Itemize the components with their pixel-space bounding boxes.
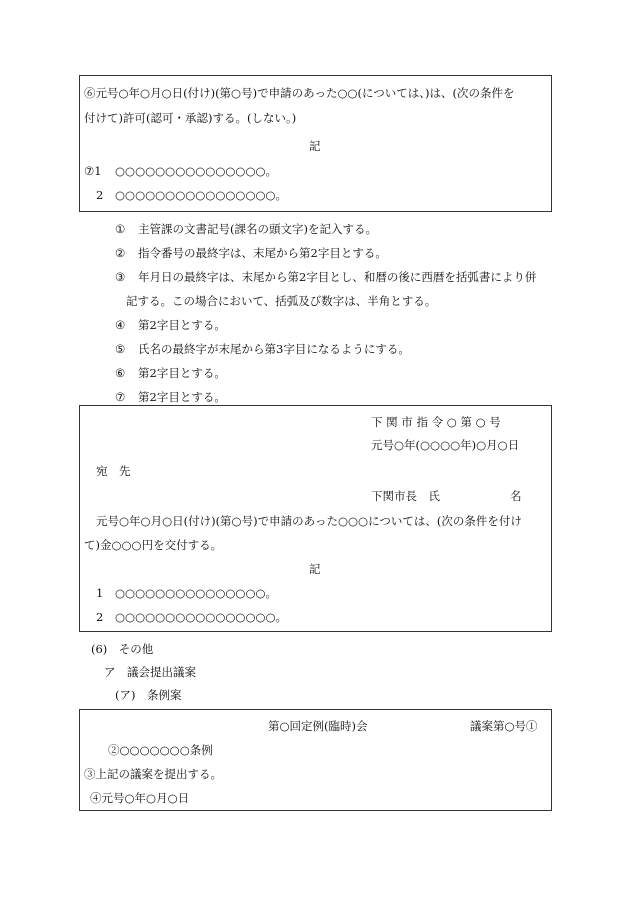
grant-item-1-num: 1: [96, 586, 104, 600]
note-marker-3: ③: [115, 270, 126, 284]
grant-item-1-text: ○○○○○○○○○○○○○○○。: [115, 586, 278, 600]
section-subheading: ア 議会提出議案: [104, 665, 196, 679]
note-marker-7: ⑦: [115, 390, 126, 404]
grant-body-2: て)金○○○円を交付する。: [84, 538, 223, 552]
notice-item-1-marker: ⑦1: [84, 164, 102, 178]
note-text-6: 第2字目とする。: [138, 366, 226, 380]
section-heading: (6) その他: [91, 642, 154, 656]
grant-ref-number: 下 関 市 指 令 ○ 第 ○ 号: [371, 415, 501, 429]
grant-ki: 記: [309, 562, 321, 576]
notice-item-2-num: 2: [96, 188, 104, 202]
note-marker-2: ②: [115, 246, 126, 260]
grant-body-1: 元号○年○月○日(付け)(第○号)で申請のあった○○○については、(次の条件を付け: [96, 514, 522, 528]
notice-item-1-text: ○○○○○○○○○○○○○○○。: [115, 164, 278, 178]
notice-line-1: ⑥元号○年○月○日(付け)(第○号)で申請のあった○○(については、)は、(次の条件を: [84, 86, 515, 100]
note-text-4: 第2字目とする。: [138, 318, 226, 332]
note-marker-6: ⑥: [115, 366, 126, 380]
note-marker-1: ①: [115, 222, 126, 236]
note-text-3: 年月日の最終字は、末尾から第2字目とし、和暦の後に西暦を括弧書により併: [138, 270, 537, 284]
notice-item-2-text: ○○○○○○○○○○○○○○○○。: [115, 188, 288, 202]
notice-ki: 記: [309, 139, 321, 153]
grant-item-2-text: ○○○○○○○○○○○○○○○○。: [115, 610, 288, 624]
grant-issuer-name-end: 名: [510, 489, 522, 503]
bill-submit: ③上記の議案を提出する。: [84, 767, 222, 781]
bill-title: ②○○○○○○○条例: [108, 743, 213, 757]
note-text-3-cont: 記する。この場合において、括弧及び数字は、半角とする。: [126, 294, 437, 308]
notice-line-2: 付けて)許可(認可・承認)する。(しない。): [84, 111, 297, 125]
bill-session: 第○回定例(臨時)会: [268, 719, 368, 733]
bill-date: ④元号○年○月○日: [90, 791, 190, 805]
note-text-1: 主管課の文書記号(課名の頭文字)を記入する。: [138, 222, 377, 236]
grant-item-2-num: 2: [96, 610, 104, 624]
grant-date: 元号○年(○○○○年)○月○日: [371, 438, 520, 452]
grant-issuer: 下関市長 氏: [371, 489, 440, 503]
section-subsubheading: (ア) 条例案: [115, 688, 182, 702]
bill-number: 議案第○号①: [470, 719, 538, 733]
note-text-7: 第2字目とする。: [138, 390, 226, 404]
grant-addressee: 宛 先: [96, 464, 131, 478]
note-text-5: 氏名の最終字が末尾から第3字目になるようにする。: [138, 342, 410, 356]
note-marker-4: ④: [115, 318, 126, 332]
note-text-2: 指令番号の最終字は、末尾から第2字目とする。: [138, 246, 387, 260]
note-marker-5: ⑤: [115, 342, 126, 356]
